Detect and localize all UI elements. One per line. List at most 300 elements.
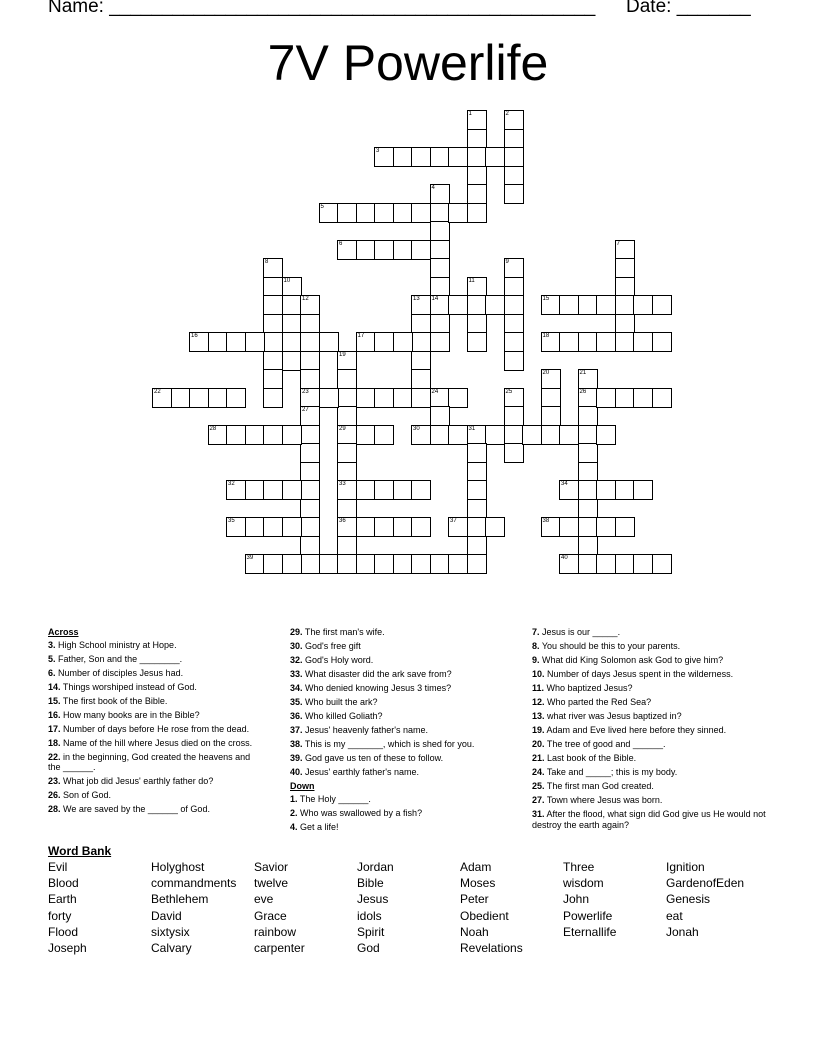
grid-cell[interactable] [263, 388, 283, 408]
grid-cell[interactable] [356, 388, 376, 408]
grid-cell[interactable] [337, 388, 357, 408]
word-bank-word: idols [357, 908, 382, 923]
grid-cell[interactable] [448, 147, 468, 167]
grid-cell[interactable] [541, 406, 561, 426]
grid-cell[interactable] [430, 332, 450, 352]
grid-cell[interactable] [411, 517, 431, 537]
grid-cell[interactable] [411, 480, 431, 500]
down-clue [532, 711, 772, 722]
grid-cell[interactable] [337, 443, 357, 463]
grid-cell[interactable] [337, 425, 357, 445]
word-bank-word: Bible [357, 876, 384, 891]
clue-number: 24 [431, 388, 439, 395]
clue-num: 19. [532, 725, 545, 735]
grid-cell[interactable] [615, 480, 635, 500]
grid-cell[interactable] [300, 425, 320, 445]
grid-cell[interactable] [226, 480, 246, 500]
grid-cell[interactable] [485, 517, 505, 537]
across-clue [48, 790, 258, 801]
clue-text: After the flood, what sign did God give us He would not destroy the earth again? [532, 809, 766, 830]
clue-text: Adam and Eve lived here before they sinned. [544, 725, 727, 735]
grid-cell[interactable] [263, 332, 283, 352]
grid-cell[interactable] [393, 203, 413, 223]
grid-cell[interactable] [356, 480, 376, 500]
grid-cell[interactable] [411, 388, 431, 408]
grid-cell[interactable] [282, 314, 302, 334]
clue-num: 33. [290, 669, 303, 679]
grid-cell[interactable] [615, 240, 635, 260]
grid-cell[interactable] [171, 388, 191, 408]
clue-number: 13 [413, 296, 420, 302]
clue-text: The tree of good and ______. [544, 739, 666, 749]
grid-cell[interactable] [430, 314, 450, 334]
grid-cell[interactable] [467, 536, 487, 556]
grid-cell[interactable] [467, 332, 487, 352]
down-clue [532, 739, 772, 750]
grid-cell[interactable] [337, 406, 357, 426]
grid-cell[interactable] [485, 295, 505, 315]
grid-cell[interactable] [337, 536, 357, 556]
grid-cell[interactable] [430, 184, 450, 204]
down-clue [532, 683, 772, 694]
grid-cell[interactable] [430, 277, 450, 297]
grid-cell[interactable] [263, 258, 283, 278]
grid-cell[interactable] [319, 332, 339, 352]
clue-text: You should be this to your parents. [539, 641, 681, 651]
clue-number: 11 [468, 277, 475, 284]
grid-cell[interactable] [430, 203, 450, 223]
word-bank-word: Jonah [666, 924, 699, 939]
clue-number: 19 [339, 351, 346, 358]
grid-cell[interactable] [615, 277, 635, 297]
word-bank-word: Jesus [357, 892, 389, 907]
grid-cell[interactable] [337, 369, 357, 389]
grid-cell[interactable] [467, 147, 487, 167]
grid-cell[interactable] [430, 406, 450, 426]
grid-cell[interactable] [393, 517, 413, 537]
grid-cell[interactable] [430, 425, 450, 445]
grid-cell[interactable] [467, 129, 487, 149]
name-line[interactable]: ______________________________________________ [109, 0, 596, 17]
grid-cell[interactable] [578, 425, 598, 445]
clue-num: 40. [290, 767, 303, 777]
clue-num: 9. [532, 655, 540, 665]
grid-cell[interactable] [559, 295, 579, 315]
grid-cell[interactable] [467, 295, 487, 315]
grid-cell[interactable] [448, 203, 468, 223]
clue-text: Who built the ark? [302, 697, 378, 707]
grid-cell[interactable] [337, 351, 357, 371]
grid-cell[interactable] [263, 425, 283, 445]
grid-cell[interactable] [300, 332, 320, 352]
grid-cell[interactable] [578, 499, 598, 519]
grid-cell[interactable] [522, 425, 542, 445]
grid-cell[interactable] [393, 480, 413, 500]
grid-cell[interactable] [633, 332, 653, 352]
across-clue [48, 696, 258, 707]
grid-cell[interactable] [300, 517, 320, 537]
word-bank-word: Joseph [48, 940, 87, 955]
grid-cell[interactable] [633, 554, 653, 574]
grid-cell[interactable] [633, 295, 653, 315]
grid-cell[interactable] [467, 203, 487, 223]
grid-cell[interactable] [337, 554, 357, 574]
grid-cell[interactable] [374, 240, 394, 260]
grid-cell[interactable] [559, 332, 579, 352]
grid-cell[interactable] [541, 295, 561, 315]
grid-cell[interactable] [652, 388, 672, 408]
grid-cell[interactable] [411, 425, 431, 445]
grid-cell[interactable] [504, 332, 524, 352]
grid-cell[interactable] [411, 203, 431, 223]
grid-cell[interactable] [578, 554, 598, 574]
grid-cell[interactable] [485, 147, 505, 167]
across-clue [48, 654, 258, 665]
grid-cell[interactable] [541, 425, 561, 445]
grid-cell[interactable] [504, 258, 524, 278]
word-bank-word: Evil [48, 860, 68, 874]
grid-cell[interactable] [578, 406, 598, 426]
grid-cell[interactable] [208, 425, 228, 445]
clue-number: 20 [542, 370, 550, 376]
clue-num: 27. [532, 795, 545, 805]
grid-cell[interactable] [411, 295, 431, 315]
grid-cell[interactable] [300, 499, 320, 519]
down-clue [290, 794, 505, 805]
grid-cell[interactable] [263, 554, 283, 574]
word-bank-word: Powerlife [563, 908, 613, 923]
down-clue [532, 697, 772, 708]
across-clue [290, 641, 505, 652]
grid-cell[interactable] [300, 351, 320, 371]
word-bank-word: Calvary [151, 940, 192, 955]
across-clue [290, 627, 505, 638]
grid-cell[interactable] [263, 517, 283, 537]
grid-cell[interactable] [615, 388, 635, 408]
grid-cell[interactable] [467, 166, 487, 186]
grid-cell[interactable] [411, 351, 431, 371]
grid-cell[interactable] [282, 277, 302, 297]
grid-cell[interactable] [356, 554, 376, 574]
clue-number: 31 [468, 425, 476, 432]
grid-cell[interactable] [319, 388, 339, 408]
grid-cell[interactable] [448, 554, 468, 574]
clue-num: 4. [290, 821, 298, 832]
word-bank-word: carpenter [254, 940, 305, 955]
grid-cell[interactable] [430, 388, 450, 408]
down-clue [532, 767, 772, 778]
grid-cell[interactable] [263, 314, 283, 334]
grid-cell[interactable] [189, 388, 209, 408]
grid-cell[interactable] [374, 388, 394, 408]
grid-cell[interactable] [300, 536, 320, 556]
grid-cell[interactable] [208, 388, 228, 408]
grid-cell[interactable] [282, 295, 302, 315]
grid-cell[interactable] [596, 332, 616, 352]
grid-cell[interactable] [596, 388, 616, 408]
grid-cell[interactable] [596, 295, 616, 315]
grid-cell[interactable] [356, 517, 376, 537]
grid-cell[interactable] [282, 480, 302, 500]
grid-cell[interactable] [504, 147, 524, 167]
grid-cell[interactable] [467, 480, 487, 500]
grid-cell[interactable] [300, 443, 320, 463]
grid-cell[interactable] [282, 517, 302, 537]
grid-cell[interactable] [226, 332, 246, 352]
grid-cell[interactable] [633, 480, 653, 500]
grid-cell[interactable] [152, 388, 172, 408]
grid-cell[interactable] [541, 369, 561, 389]
clue-number: 33 [339, 481, 346, 487]
clue-number: 5 [320, 203, 324, 210]
grid-cell[interactable] [282, 332, 302, 352]
clue-number: 35 [228, 518, 235, 524]
grid-cell[interactable] [374, 517, 394, 537]
clue-text: What job did Jesus' earthly father do? [60, 776, 214, 786]
clue-number: 26 [579, 388, 587, 395]
grid-cell[interactable] [245, 480, 265, 500]
across-clue [290, 767, 505, 778]
grid-cell[interactable] [356, 332, 376, 352]
grid-cell[interactable] [245, 517, 265, 537]
grid-cell[interactable] [448, 517, 468, 537]
word-bank-word: Eternallife [563, 924, 617, 939]
clue-num: 8. [532, 641, 540, 651]
grid-cell[interactable] [504, 166, 524, 186]
word-bank-word: Spirit [357, 924, 385, 939]
grid-cell[interactable] [559, 425, 579, 445]
grid-cell[interactable] [615, 295, 635, 315]
grid-cell[interactable] [504, 314, 524, 334]
grid-cell[interactable] [430, 221, 450, 241]
grid-cell[interactable] [411, 314, 431, 334]
grid-cell[interactable] [374, 480, 394, 500]
grid-cell[interactable] [485, 425, 505, 445]
grid-cell[interactable] [615, 554, 635, 574]
clue-num: 34. [290, 683, 303, 693]
grid-cell[interactable] [578, 517, 598, 537]
grid-cell[interactable] [374, 425, 394, 445]
grid-cell[interactable] [300, 406, 320, 426]
grid-cell[interactable] [504, 406, 524, 426]
grid-cell[interactable] [393, 240, 413, 260]
grid-cell[interactable] [263, 295, 283, 315]
grid-cell[interactable] [282, 425, 302, 445]
grid-cell[interactable] [337, 499, 357, 519]
grid-cell[interactable] [282, 554, 302, 574]
grid-cell[interactable] [578, 332, 598, 352]
grid-cell[interactable] [300, 462, 320, 482]
grid-cell[interactable] [578, 388, 598, 408]
across-clue [290, 725, 505, 736]
grid-cell[interactable] [337, 462, 357, 482]
grid-cell[interactable] [467, 443, 487, 463]
grid-cell[interactable] [208, 332, 228, 352]
grid-cell[interactable] [300, 554, 320, 574]
grid-cell[interactable] [393, 147, 413, 167]
clue-text: Things worshiped instead of God. [60, 681, 197, 692]
grid-cell[interactable] [430, 240, 450, 260]
grid-cell[interactable] [504, 388, 524, 408]
grid-cell[interactable] [300, 314, 320, 334]
grid-cell[interactable] [504, 277, 524, 297]
clue-num: 23. [48, 776, 61, 786]
grid-cell[interactable] [467, 277, 487, 297]
grid-cell[interactable] [578, 443, 598, 463]
grid-cell[interactable] [226, 425, 246, 445]
grid-cell[interactable] [504, 295, 524, 315]
grid-cell[interactable] [393, 554, 413, 574]
clue-text: Jesus' heavenly father's name. [302, 725, 429, 735]
grid-cell[interactable] [356, 425, 376, 445]
grid-cell[interactable] [596, 425, 616, 445]
clue-number: 18 [542, 333, 550, 339]
grid-cell[interactable] [411, 240, 431, 260]
down-clue [532, 795, 772, 806]
grid-cell[interactable] [504, 184, 524, 204]
grid-cell[interactable] [393, 332, 413, 352]
clue-num: 18. [48, 737, 61, 748]
grid-cell[interactable] [411, 369, 431, 389]
grid-cell[interactable] [337, 240, 357, 260]
grid-cell[interactable] [319, 203, 339, 223]
clue-num: 12. [532, 697, 545, 707]
clue-num: 7. [532, 627, 540, 637]
word-bank-word: Obedient [460, 908, 509, 923]
grid-cell[interactable] [300, 295, 320, 315]
grid-cell[interactable] [578, 536, 598, 556]
grid-cell[interactable] [541, 332, 561, 352]
grid-cell[interactable] [596, 554, 616, 574]
grid-cell[interactable] [652, 295, 672, 315]
clue-text: We are saved by the ______ of God. [60, 804, 210, 814]
grid-cell[interactable] [226, 388, 246, 408]
grid-cell[interactable] [245, 425, 265, 445]
grid-cell[interactable] [615, 314, 635, 334]
grid-cell[interactable] [467, 517, 487, 537]
across-heading: Across [48, 627, 79, 637]
grid-cell[interactable] [448, 388, 468, 408]
grid-cell[interactable] [411, 554, 431, 574]
grid-cell[interactable] [411, 332, 431, 352]
clue-number: 34 [561, 481, 568, 487]
grid-cell[interactable] [448, 295, 468, 315]
grid-cell[interactable] [541, 388, 561, 408]
clue-text: Father, Son and the ________. [55, 653, 183, 664]
grid-cell[interactable] [430, 295, 450, 315]
grid-cell[interactable] [467, 184, 487, 204]
grid-cell[interactable] [319, 554, 339, 574]
grid-cell[interactable] [448, 425, 468, 445]
grid-cell[interactable] [652, 332, 672, 352]
grid-cell[interactable] [430, 258, 450, 278]
grid-cell[interactable] [504, 110, 524, 130]
across-clue [48, 804, 258, 815]
grid-cell[interactable] [430, 554, 450, 574]
grid-cell[interactable] [504, 351, 524, 371]
grid-cell[interactable] [282, 351, 302, 371]
grid-cell[interactable] [430, 147, 450, 167]
grid-cell[interactable] [467, 425, 487, 445]
word-bank [48, 860, 768, 957]
grid-cell[interactable] [578, 369, 598, 389]
across-clue [290, 697, 505, 708]
grid-cell[interactable] [467, 314, 487, 334]
grid-cell[interactable] [189, 332, 209, 352]
grid-cell[interactable] [652, 554, 672, 574]
clue-num: 5. [48, 653, 56, 664]
word-bank-word: Blood [48, 876, 79, 891]
down-clue [532, 781, 772, 792]
grid-cell[interactable] [263, 369, 283, 389]
grid-cell[interactable] [337, 517, 357, 537]
grid-cell[interactable] [596, 480, 616, 500]
grid-cell[interactable] [578, 480, 598, 500]
grid-cell[interactable] [633, 388, 653, 408]
down-clue [290, 822, 505, 833]
grid-cell[interactable] [263, 277, 283, 297]
grid-cell[interactable] [245, 554, 265, 574]
grid-cell[interactable] [578, 462, 598, 482]
grid-cell[interactable] [300, 388, 320, 408]
grid-cell[interactable] [337, 480, 357, 500]
grid-cell[interactable] [559, 517, 579, 537]
grid-cell[interactable] [374, 203, 394, 223]
grid-cell[interactable] [559, 554, 579, 574]
down-clue [532, 627, 772, 638]
grid-cell[interactable] [411, 147, 431, 167]
clue-text: What disaster did the ark save from? [302, 669, 452, 679]
grid-cell[interactable] [300, 480, 320, 500]
grid-cell[interactable] [374, 332, 394, 352]
grid-cell[interactable] [263, 480, 283, 500]
grid-cell[interactable] [374, 147, 394, 167]
grid-cell[interactable] [578, 295, 598, 315]
clue-number: 16 [191, 333, 198, 339]
grid-cell[interactable] [467, 462, 487, 482]
grid-cell[interactable] [467, 554, 487, 574]
grid-cell[interactable] [504, 443, 524, 463]
grid-cell[interactable] [300, 369, 320, 389]
grid-cell[interactable] [374, 554, 394, 574]
grid-cell[interactable] [245, 332, 265, 352]
grid-cell[interactable] [615, 517, 635, 537]
across-clue [48, 710, 258, 721]
clue-number: 32 [228, 481, 235, 487]
word-bank-word: God [357, 940, 380, 955]
word-bank-word: commandments [151, 876, 237, 891]
grid-cell[interactable] [263, 351, 283, 371]
grid-cell[interactable] [467, 110, 487, 130]
grid-cell[interactable] [337, 203, 357, 223]
grid-cell[interactable] [226, 517, 246, 537]
word-bank-word: David [151, 908, 182, 923]
grid-cell[interactable] [356, 240, 376, 260]
grid-cell[interactable] [467, 499, 487, 519]
word-bank-word: Earth [48, 892, 77, 907]
grid-cell[interactable] [504, 129, 524, 149]
grid-cell[interactable] [615, 332, 635, 352]
date-line[interactable]: _______ [676, 0, 751, 17]
grid-cell[interactable] [504, 425, 524, 445]
grid-cell[interactable] [559, 480, 579, 500]
grid-cell[interactable] [596, 517, 616, 537]
grid-cell[interactable] [615, 258, 635, 278]
clue-number: 17 [357, 333, 365, 339]
grid-cell[interactable] [393, 388, 413, 408]
grid-cell[interactable] [356, 203, 376, 223]
grid-cell[interactable] [541, 517, 561, 537]
